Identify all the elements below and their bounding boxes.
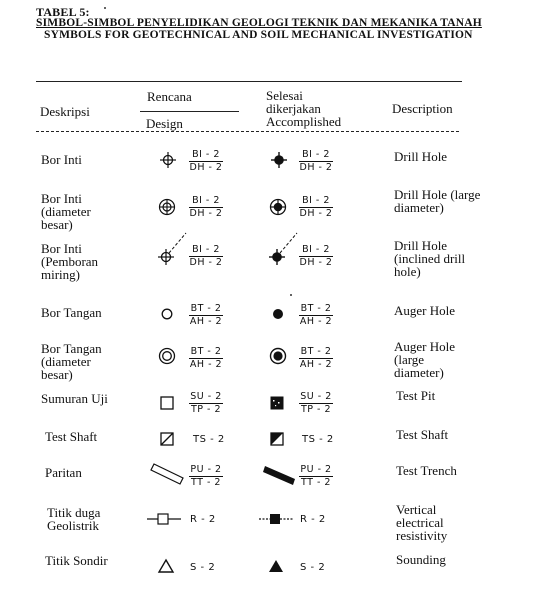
filled-inclined-crosshair-circle-icon bbox=[269, 231, 301, 265]
row-bor-tangan-deskripsi: Bor Tangan bbox=[41, 305, 102, 320]
row-paritan-plan-code: $\frac{PU - 2}{TT - 2}$ bbox=[190, 464, 222, 488]
row-bor-tangan-diameter-done-code: $\frac{BT - 2}{AH - 2}$ bbox=[299, 346, 333, 370]
row-bor-tangan-diameter-description: Auger Hole (large diameter) bbox=[394, 339, 456, 380]
row-bor-inti-miring-done-code: $\frac{BI - 2}{DH - 2}$ bbox=[299, 244, 333, 268]
square-icon bbox=[160, 396, 174, 410]
row-sumuran-uji-description: Test Pit bbox=[396, 388, 436, 403]
row-titik-duga-geolistrik-deskripsi: Titik duga Geolistrik bbox=[47, 505, 101, 533]
table-title-indonesian: SIMBOL-SIMBOL PENYELIDIKAN GEOLOGI TEKNIK DAN MEKANIKA TANAH bbox=[36, 17, 482, 29]
row-bor-inti-diameter-deskripsi: Bor Inti (diameter besar) bbox=[41, 191, 91, 232]
filled-double-circle-icon bbox=[269, 347, 287, 365]
row-titik-duga-geolistrik-description: Vertical electrical resistivity bbox=[396, 502, 448, 543]
filled-triangle-icon bbox=[268, 559, 284, 573]
row-titik-duga-geolistrik-done-code: R - 2 bbox=[300, 514, 326, 525]
row-titik-sondir-description: Sounding bbox=[396, 552, 446, 567]
row-paritan-done-code: $\frac{PU - 2}{TT - 2}$ bbox=[300, 464, 332, 488]
inclined-crosshair-circle-icon bbox=[158, 231, 190, 265]
circle-icon bbox=[161, 308, 173, 320]
filled-square-icon bbox=[270, 396, 284, 410]
row-paritan-deskripsi: Paritan bbox=[45, 465, 82, 480]
speck bbox=[290, 294, 292, 296]
trench-outline-icon bbox=[150, 463, 184, 485]
row-titik-sondir-deskripsi: Titik Sondir bbox=[45, 553, 108, 568]
header-accomplished: Accomplished bbox=[266, 114, 342, 129]
row-bor-inti-miring-deskripsi: Bor Inti (Pemboran miring) bbox=[41, 241, 99, 282]
header-description: Description bbox=[392, 101, 453, 116]
header-top-rule bbox=[36, 81, 462, 82]
row-bor-tangan-description: Auger Hole bbox=[394, 303, 456, 318]
row-bor-inti-diameter-plan-code: $\frac{BI - 2}{DH - 2}$ bbox=[189, 195, 223, 219]
row-sumuran-uji-plan-code: $\frac{SU - 2}{TP - 2}$ bbox=[190, 391, 222, 415]
row-sumuran-uji-done-code: $\frac{SU - 2}{TP - 2}$ bbox=[300, 391, 332, 415]
row-bor-tangan-diameter-deskripsi: Bor Tangan (diameter besar) bbox=[41, 341, 102, 382]
row-bor-inti-miring-description: Drill Hole (inclined drill hole) bbox=[394, 238, 466, 279]
row-bor-tangan-diameter-plan-code: $\frac{BT - 2}{AH - 2}$ bbox=[189, 346, 223, 370]
table-title-english: SYMBOLS FOR GEOTECHNICAL AND SOIL MECHANICAL INVESTIGATION bbox=[44, 29, 473, 41]
half-filled-square-icon bbox=[270, 432, 284, 446]
crosshair-circle-icon bbox=[160, 152, 176, 168]
header-bottom-rule bbox=[36, 131, 459, 132]
row-sumuran-uji-deskripsi: Sumuran Uji bbox=[41, 391, 108, 406]
line-square-icon bbox=[147, 512, 181, 526]
filled-double-crosshair-circle-icon bbox=[269, 198, 287, 216]
double-crosshair-circle-icon bbox=[158, 198, 176, 216]
triangle-icon bbox=[158, 559, 174, 573]
header-mid-rule bbox=[140, 111, 239, 112]
row-bor-tangan-done-code: $\frac{BT - 2}{AH - 2}$ bbox=[299, 303, 333, 327]
row-test-shaft-plan-code: TS - 2 bbox=[193, 434, 225, 445]
trench-filled-icon bbox=[262, 465, 296, 487]
row-test-shaft-description: Test Shaft bbox=[396, 427, 449, 442]
filled-crosshair-circle-icon bbox=[271, 152, 287, 168]
table-caption: TABEL 5: bbox=[36, 5, 90, 19]
row-test-shaft-deskripsi: Test Shaft bbox=[45, 429, 98, 444]
row-bor-inti-done-code: $\frac{BI - 2}{DH - 2}$ bbox=[299, 149, 333, 173]
header-rencana: Rencana bbox=[147, 89, 192, 104]
row-bor-inti-plan-code: $\frac{BI - 2}{DH - 2}$ bbox=[189, 149, 223, 173]
double-circle-icon bbox=[158, 347, 176, 365]
header-design: Design bbox=[146, 116, 183, 131]
header-deskripsi: Deskripsi bbox=[40, 104, 90, 119]
row-bor-inti-diameter-done-code: $\frac{BI - 2}{DH - 2}$ bbox=[299, 195, 333, 219]
row-titik-duga-geolistrik-plan-code: R - 2 bbox=[190, 514, 216, 525]
header-selesai: Selesai bbox=[266, 88, 303, 103]
filled-circle-icon bbox=[272, 308, 284, 320]
line-filled-square-icon bbox=[259, 512, 293, 526]
row-bor-inti-diameter-description: Drill Hole (large diameter) bbox=[394, 187, 481, 215]
row-test-shaft-done-code: TS - 2 bbox=[302, 434, 334, 445]
row-paritan-description: Test Trench bbox=[396, 463, 457, 478]
row-bor-inti-deskripsi: Bor Inti bbox=[41, 152, 82, 167]
row-titik-sondir-done-code: S - 2 bbox=[300, 562, 326, 573]
speck bbox=[104, 7, 106, 9]
row-bor-inti-description: Drill Hole bbox=[394, 149, 448, 164]
diagonal-square-icon bbox=[160, 432, 174, 446]
header-dikerjakan: dikerjakan bbox=[266, 101, 321, 116]
row-bor-inti-miring-plan-code: $\frac{BI - 2}{DH - 2}$ bbox=[189, 244, 223, 268]
row-titik-sondir-plan-code: S - 2 bbox=[190, 562, 216, 573]
row-bor-tangan-plan-code: $\frac{BT - 2}{AH - 2}$ bbox=[189, 303, 223, 327]
